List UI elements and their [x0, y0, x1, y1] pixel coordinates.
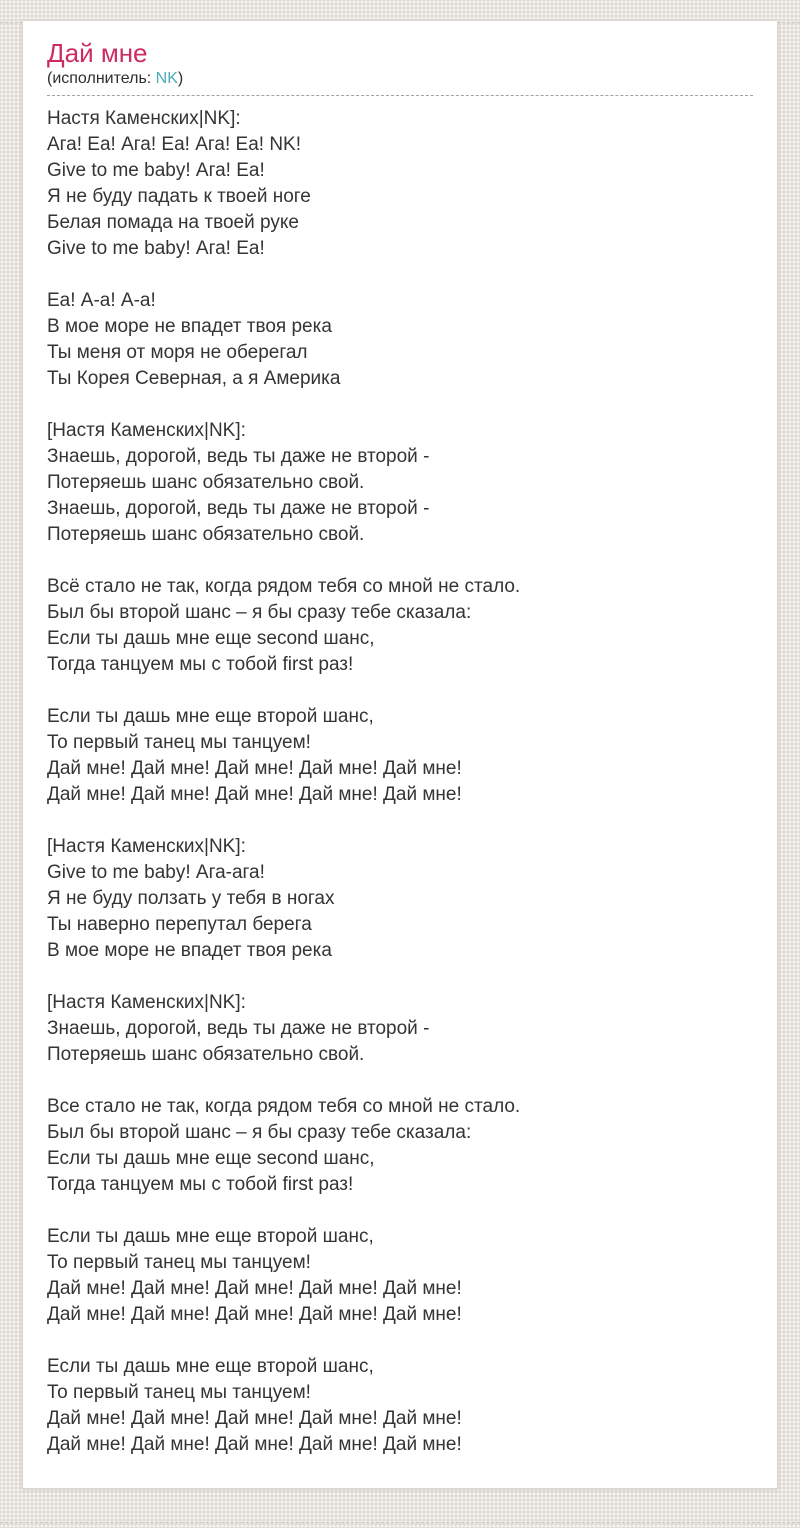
lyric-line: Если ты дашь мне еще second шанс,	[47, 1148, 375, 1169]
lyric-line: Дай мне! Дай мне! Дай мне! Дай мне! Дай мне!	[47, 1304, 462, 1325]
lyric-line: Если ты дашь мне еще second шанс,	[47, 628, 375, 649]
lyric-line: Если ты дашь мне еще второй шанс,	[47, 1356, 374, 1377]
lyric-line: Тогда танцуем мы с тобой first раз!	[47, 654, 354, 675]
lyric-line: Give to me baby! Ага-ага!	[47, 862, 265, 883]
lyric-line: Все стало не так, когда рядом тебя со мной не стало.	[47, 1096, 521, 1117]
lyric-line: Потеряешь шанс обязательно свой.	[47, 472, 365, 493]
lyric-line: Ты меня от моря не оберегал	[47, 342, 308, 363]
artist-label-prefix: (исполнитель:	[47, 70, 156, 87]
lyric-line: Give to me baby! Ага! Еа!	[47, 160, 265, 181]
stanza	[47, 288, 753, 392]
lyric-line: Give to me baby! Ага! Еа!	[47, 238, 265, 259]
lyric-line: То первый танец мы танцуем!	[47, 732, 311, 753]
artist-link[interactable]: NK	[155, 70, 178, 87]
lyric-line: Белая помада на твоей руке	[47, 212, 299, 233]
lyric-line: Дай мне! Дай мне! Дай мне! Дай мне! Дай мне!	[47, 1434, 462, 1455]
lyric-line: То первый танец мы танцуем!	[47, 1382, 311, 1403]
lyric-line: Я не буду падать к твоей ноге	[47, 186, 311, 207]
lyrics-card	[22, 20, 778, 1489]
lyric-line: Ты Корея Северная, а я Америка	[47, 368, 341, 389]
lyric-line: Я не буду ползать у тебя в ногах	[47, 888, 335, 909]
stanza	[47, 418, 753, 548]
lyric-line: Тогда танцуем мы с тобой first раз!	[47, 1174, 354, 1195]
lyrics-text	[47, 106, 753, 1458]
lyric-line: Знаешь, дорогой, ведь ты даже не второй -	[47, 446, 430, 467]
lyric-line: Знаешь, дорогой, ведь ты даже не второй -	[47, 498, 430, 519]
stanza	[47, 704, 753, 808]
lyric-line: Дай мне! Дай мне! Дай мне! Дай мне! Дай мне!	[47, 1278, 462, 1299]
stanza	[47, 1094, 753, 1198]
artist-label-suffix: )	[177, 70, 184, 87]
lyric-line: Ага! Еа! Ага! Еа! Ага! Еа! NK!	[47, 134, 301, 155]
stanza	[47, 574, 753, 678]
lyric-line: То первый танец мы танцуем!	[47, 1252, 311, 1273]
lyric-line: Если ты дашь мне еще второй шанс,	[47, 706, 374, 727]
lyric-line: [Настя Каменских|NK]:	[47, 420, 246, 441]
lyric-line: Был бы второй шанс – я бы сразу тебе сказала:	[47, 1122, 472, 1143]
lyric-line: Был бы второй шанс – я бы сразу тебе сказала:	[47, 602, 472, 623]
song-header	[47, 37, 753, 96]
lyric-line: Ты наверно перепутал берега	[47, 914, 312, 935]
stanza	[47, 990, 753, 1068]
lyric-line: Потеряешь шанс обязательно свой.	[47, 1044, 365, 1065]
stanza	[47, 1224, 753, 1328]
artist-line	[47, 69, 753, 96]
lyric-line: Знаешь, дорогой, ведь ты даже не второй -	[47, 1018, 430, 1039]
lyric-line: Дай мне! Дай мне! Дай мне! Дай мне! Дай мне!	[47, 758, 462, 779]
lyric-line: В мое море не впадет твоя река	[47, 940, 332, 961]
lyric-line: Дай мне! Дай мне! Дай мне! Дай мне! Дай мне!	[47, 784, 462, 805]
stanza	[47, 106, 753, 262]
lyric-line: Если ты дашь мне еще второй шанс,	[47, 1226, 374, 1247]
lyric-line: [Настя Каменских|NK]:	[47, 836, 246, 857]
stanza	[47, 1354, 753, 1458]
lyric-line: Еа! А-а! А-а!	[47, 290, 156, 311]
lyric-line: [Настя Каменских|NK]:	[47, 992, 246, 1013]
stanza	[47, 834, 753, 964]
lyric-line: Потеряешь шанс обязательно свой.	[47, 524, 365, 545]
background-texture-line-bottom	[0, 1522, 800, 1523]
lyric-line: Настя Каменских|NK]:	[47, 108, 241, 129]
lyric-line: Дай мне! Дай мне! Дай мне! Дай мне! Дай мне!	[47, 1408, 462, 1429]
lyric-line: Всё стало не так, когда рядом тебя со мной не стало.	[47, 576, 521, 597]
lyric-line: В мое море не впадет твоя река	[47, 316, 332, 337]
song-title: Дай мне	[47, 38, 148, 68]
